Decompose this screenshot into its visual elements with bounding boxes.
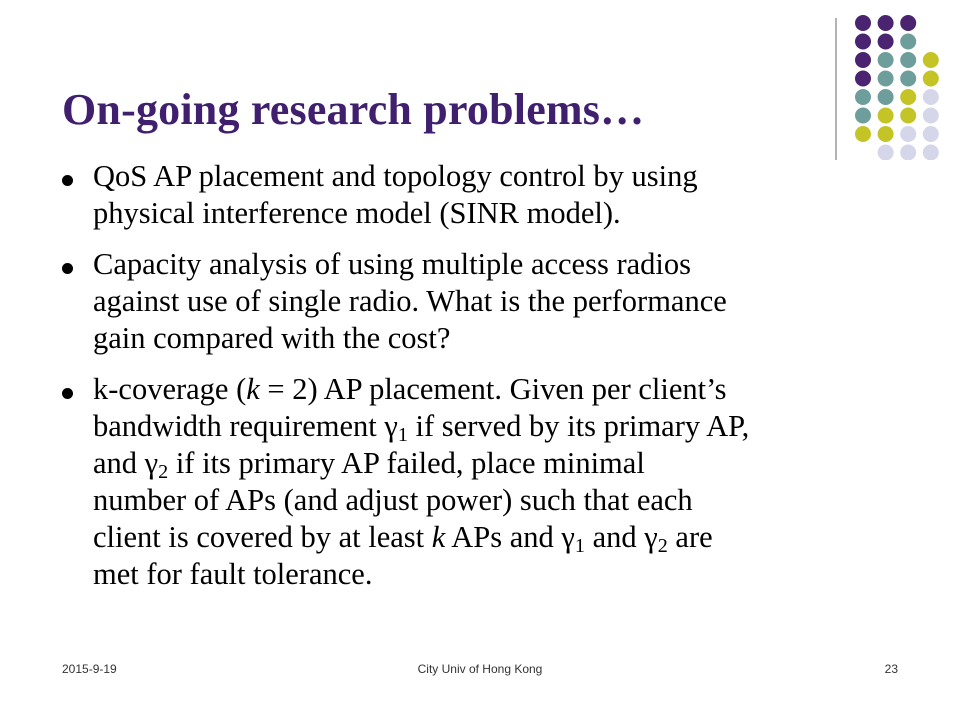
decorative-dot-olive — [923, 52, 939, 68]
bullet-line — [93, 519, 922, 556]
bullet-item — [62, 371, 922, 593]
footer-page-number: 23 — [884, 662, 898, 676]
footer-organization: City Univ of Hong Kong — [417, 662, 543, 676]
bullet-text: physical interference model (SINR model). — [93, 196, 621, 230]
bullet-line — [93, 482, 922, 519]
bullet-text: and γ — [93, 446, 159, 480]
decorative-dot-olive — [923, 71, 939, 87]
decorative-dot-teal — [900, 34, 916, 50]
decorative-dot-teal — [855, 89, 871, 105]
bullet-dot-icon — [62, 175, 73, 186]
subscript-text: 2 — [657, 535, 668, 558]
dot-group — [855, 15, 939, 160]
bullet-list — [62, 158, 922, 607]
subscript-text: 2 — [158, 461, 169, 484]
decorative-dot-teal — [900, 52, 916, 68]
decorative-dot-teal — [878, 89, 894, 105]
decorative-dot-lavender — [900, 126, 916, 142]
decorative-dot-lavender — [923, 89, 939, 105]
decorative-dot-olive — [900, 108, 916, 124]
decorative-dot-olive — [900, 89, 916, 105]
decorative-dot-purple — [855, 71, 871, 87]
bullet-text: number of APs (and adjust power) such that each — [93, 483, 693, 517]
bullet-text: client is covered by at least — [93, 520, 432, 554]
decorative-dot-olive — [878, 108, 894, 124]
decorative-dot-olive — [878, 126, 894, 142]
decorative-dot-teal — [900, 71, 916, 87]
decorative-dot-purple — [855, 34, 871, 50]
decorative-dot-purple — [878, 15, 894, 31]
bullet-dot-icon — [62, 263, 73, 274]
bullet-text: bandwidth requirement γ — [93, 409, 398, 443]
subscript-text: 1 — [574, 535, 585, 558]
footer-date: 2015-9-19 — [62, 662, 117, 676]
bullet-text: if served by its primary AP, — [407, 409, 750, 443]
bullet-line — [93, 246, 922, 283]
bullet-line — [93, 320, 922, 357]
decorative-dot-teal — [878, 71, 894, 87]
decorative-dot-lavender — [923, 126, 939, 142]
bullet-text: QoS AP placement and topology control by using — [93, 159, 698, 193]
bullet-line — [93, 445, 922, 482]
decorative-dot-purple — [855, 15, 871, 31]
italic-text: k — [246, 372, 260, 406]
bullet-text: gain compared with the cost? — [93, 321, 451, 355]
decorative-dot-grid — [0, 0, 960, 160]
bullet-line — [93, 158, 922, 195]
bullet-text: APs and γ — [445, 520, 575, 554]
decorative-dot-olive — [855, 126, 871, 142]
bullet-text: against use of single radio. What is the performance — [93, 284, 727, 318]
bullet-line — [93, 371, 922, 408]
decorative-dot-purple — [855, 52, 871, 68]
bullet-line — [93, 408, 922, 445]
italic-text: k — [431, 520, 446, 554]
bullet-text: met for fault tolerance. — [93, 557, 373, 591]
slide-title: On-going research problems… — [62, 85, 645, 134]
decorative-dot-lavender — [923, 108, 939, 124]
subscript-text: 1 — [397, 424, 408, 447]
bullet-text: = 2) AP placement. Given per client’s — [259, 372, 727, 406]
bullet-line — [93, 556, 922, 593]
decorative-dot-teal — [855, 108, 871, 124]
bullet-line — [93, 283, 922, 320]
decorative-dot-purple — [900, 15, 916, 31]
bullet-item — [62, 158, 922, 232]
bullet-text: if its primary AP failed, place minimal — [168, 446, 645, 480]
bullet-dot-icon — [62, 388, 73, 399]
decorative-dot-teal — [878, 52, 894, 68]
bullet-text: k-coverage ( — [93, 372, 247, 406]
bullet-line — [93, 195, 922, 232]
decorative-dot-lavender — [923, 145, 939, 161]
bullet-text: Capacity analysis of using multiple access radios — [93, 247, 691, 281]
bullet-text: and γ — [584, 520, 658, 554]
decorative-dot-purple — [878, 34, 894, 50]
bullet-item — [62, 246, 922, 357]
bullet-text: are — [667, 520, 713, 554]
